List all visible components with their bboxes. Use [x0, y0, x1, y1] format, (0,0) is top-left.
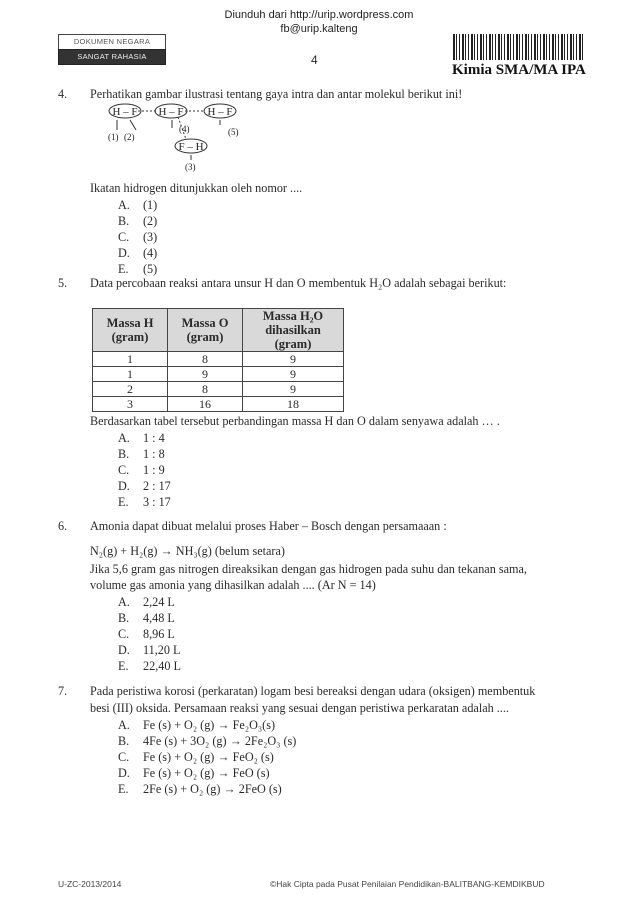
hf-molecule-2: H – F — [158, 106, 184, 118]
download-contact: fb@urip.kalteng — [280, 23, 358, 35]
q6-question: Amonia dapat dibuat melalui proses Haber – Bosch dengan persamaaan : — [90, 519, 447, 533]
q6-options — [118, 594, 181, 674]
pointer-2 — [130, 120, 136, 130]
footer-code: U-ZC-2013/2014 — [58, 879, 122, 889]
q6-number: 6. — [58, 519, 68, 533]
q4-option-b[interactable]: B. (2) — [118, 214, 158, 228]
q5-option-d[interactable]: D. 2 : 17 — [118, 479, 171, 493]
barcode — [453, 34, 585, 60]
q6-option-d[interactable]: D. 11,20 L — [118, 643, 181, 657]
hf-diagram — [100, 102, 250, 174]
q4-prompt: Ikatan hidrogen ditunjukkan oleh nomor .... — [90, 181, 303, 195]
q7-option-b[interactable]: B. 4Fe (s) + 3O₂ (g) → 2Fe₂O₃ (s) — [118, 734, 297, 748]
label-4: (4) — [179, 124, 190, 134]
doc-label: DOKUMEN NEGARA — [58, 34, 166, 50]
table-row: 3 16 18 — [93, 397, 344, 412]
q5-options — [118, 430, 171, 510]
q5-option-b[interactable]: B. 1 : 8 — [118, 447, 165, 461]
q5-option-a[interactable]: A. 1 : 4 — [118, 431, 165, 445]
q4-options — [118, 197, 157, 277]
subject-title: Kimia SMA/MA IPA — [452, 62, 586, 78]
q4-option-e[interactable]: E. (5) — [118, 262, 158, 276]
col-massa-h: Massa H (gram) — [93, 309, 168, 352]
q6-context-1: Jika 5,6 gram gas nitrogen direaksikan dengan gas hidrogen pada suhu dan tekanan sama, — [90, 562, 527, 576]
q4-option-c[interactable]: C. (3) — [118, 230, 158, 244]
q7-question-2: besi (III) oksida. Persamaan reaksi yang sesuai dengan peristiwa perkaratan adalah .... — [90, 701, 509, 715]
q5-data-table — [92, 308, 344, 412]
q7-question-1: Pada peristiwa korosi (perkaratan) logam besi bereaksi dengan udara (oksigen) membentuk — [90, 684, 536, 698]
q4-option-d[interactable]: D. (4) — [118, 246, 158, 260]
q6-option-a[interactable]: A. 2,24 L — [118, 595, 175, 609]
q6-option-c[interactable]: C. 8,96 L — [118, 627, 175, 641]
col-massa-o: Massa O (gram) — [168, 309, 243, 352]
q7-option-d[interactable]: D. Fe (s) + O₂ (g) → FeO (s) — [118, 766, 270, 780]
hf-molecule-1: H – F — [112, 106, 138, 118]
table-row: 2 8 9 — [93, 382, 344, 397]
hf-molecule-3: H – F — [207, 106, 233, 118]
download-url: Diunduh dari http://urip.wordpress.com — [224, 9, 414, 21]
table-row: 1 8 9 — [93, 352, 344, 367]
col-massa-h2o: Massa H₂O dihasilkan (gram) — [243, 309, 344, 352]
table-row: 1 9 9 — [93, 367, 344, 382]
q5-question: Data percobaan reaksi antara unsur H dan O membentuk H₂O adalah sebagai berikut: — [90, 276, 507, 290]
q6-context-2: volume gas amonia yang dihasilkan adalah .... (Ar N = 14) — [90, 578, 376, 592]
q5-number: 5. — [58, 276, 68, 290]
label-5: (5) — [228, 127, 239, 137]
q5-prompt: Berdasarkan tabel tersebut perbandingan massa H dan O dalam senyawa adalah … . — [90, 414, 500, 428]
q5-option-c[interactable]: C. 1 : 9 — [118, 463, 165, 477]
q7-option-e[interactable]: E. 2Fe (s) + O₂ (g) → 2FeO (s) — [118, 782, 282, 796]
q6-equation: N₂(g) + H₂(g) → NH₃(g) (belum setara) — [90, 544, 285, 558]
q7-number: 7. — [58, 684, 68, 698]
page-number: 4 — [311, 53, 318, 67]
label-1: (1) — [108, 132, 119, 142]
hf-molecule-4: F – H — [178, 141, 204, 153]
q4-number: 4. — [58, 87, 68, 101]
q5-option-e[interactable]: E. 3 : 17 — [118, 495, 171, 509]
label-2: (2) — [124, 132, 135, 142]
label-3: (3) — [185, 162, 196, 172]
q6-option-e[interactable]: E. 22,40 L — [118, 659, 181, 673]
secret-label: SANGAT RAHASIA — [58, 49, 166, 65]
q7-option-c[interactable]: C. Fe (s) + O₂ (g) → FeO₂ (s) — [118, 750, 274, 764]
download-source — [0, 8, 638, 36]
footer-copyright: ©Hak Cipta pada Pusat Penilaian Pendidikan-BALITBANG-KEMDIKBUD — [270, 879, 545, 889]
q7-options — [118, 717, 296, 797]
q6-option-b[interactable]: B. 4,48 L — [118, 611, 175, 625]
q7-option-a[interactable]: A. Fe (s) + O₂ (g) → Fe₂O₃(s) — [118, 718, 275, 732]
q4-option-a[interactable]: A. (1) — [118, 198, 158, 212]
table-header-row — [93, 309, 344, 352]
q4-question: Perhatikan gambar ilustrasi tentang gaya intra dan antar molekul berikut ini! — [90, 87, 463, 101]
